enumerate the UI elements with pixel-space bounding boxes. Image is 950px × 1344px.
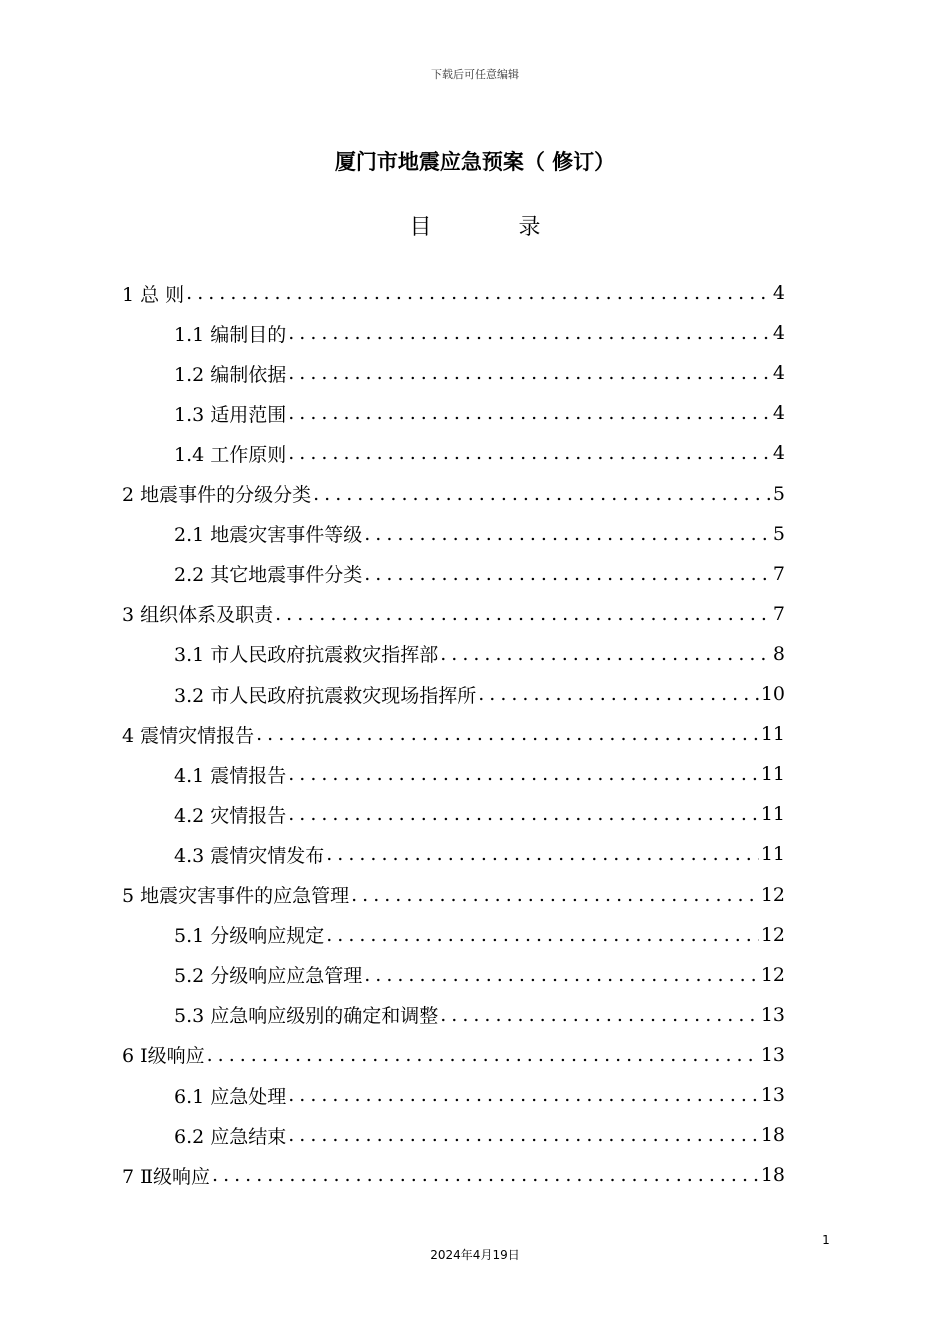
toc-entry-label: 3.2 市人民政府抗震救灾现场指挥所 — [174, 684, 477, 707]
toc-entry-label: 4.1 震情报告 — [174, 764, 287, 787]
toc-leader-dots — [288, 1124, 759, 1146]
toc-entry[interactable] — [174, 514, 785, 554]
toc-entry-page: 12 — [760, 963, 785, 986]
toc-entry-label: 1.3 适用范围 — [174, 403, 287, 426]
toc-leader-dots — [256, 723, 759, 745]
toc-entry-page: 13 — [760, 1003, 785, 1026]
toc-entry-label: 2 地震事件的分级分类 — [122, 484, 312, 506]
toc-entry-label: 1.4 工作原则 — [174, 443, 287, 466]
toc-entry[interactable] — [174, 754, 785, 794]
toc-leader-dots — [326, 924, 759, 946]
toc-entry-page: 4 — [772, 442, 785, 465]
toc-entry[interactable] — [122, 273, 785, 313]
footer-date: 2024年4月19日 — [430, 1248, 520, 1262]
toc-entry[interactable] — [174, 955, 785, 995]
toc-entry-label: 5.2 分级响应应急管理 — [174, 965, 363, 988]
toc-leader-dots — [364, 964, 759, 986]
toc-leader-dots — [288, 322, 771, 344]
toc-leader-dots — [207, 1044, 759, 1066]
toc-leader-dots — [186, 282, 771, 304]
toc-entry[interactable] — [174, 1115, 785, 1155]
toc-entry-label: 7 Ⅱ级响应 — [122, 1165, 211, 1188]
toc-entry[interactable] — [174, 1075, 785, 1115]
toc-entry[interactable] — [122, 1035, 785, 1075]
toc-heading: 目 录 — [409, 215, 581, 240]
toc-entry[interactable] — [122, 594, 785, 634]
toc-entry[interactable] — [174, 995, 785, 1035]
toc-leader-dots — [313, 483, 771, 505]
toc-entry[interactable] — [122, 714, 785, 754]
toc-entry-label: 6.2 应急结束 — [174, 1125, 287, 1148]
toc-leader-dots — [478, 683, 759, 705]
toc-entry[interactable] — [174, 554, 785, 594]
toc-entry[interactable] — [174, 834, 785, 874]
toc-leader-dots — [275, 603, 771, 625]
toc-leader-dots — [364, 563, 771, 585]
toc-entry-label: 1 总 则 — [122, 283, 185, 306]
toc-leader-dots — [351, 884, 759, 906]
toc-leader-dots — [288, 442, 771, 464]
toc-entry-page: 18 — [760, 1164, 785, 1187]
toc-entry-label: 2.2 其它地震事件分类 — [174, 564, 363, 587]
toc-entry[interactable] — [174, 794, 785, 834]
toc-entry-label: 3 组织体系及职责 — [122, 604, 274, 627]
toc-entry-page: 13 — [760, 1084, 785, 1106]
toc-leader-dots — [326, 843, 759, 865]
toc-leader-dots — [364, 523, 771, 545]
toc-entry-page: 11 — [760, 843, 785, 866]
toc-leader-dots — [212, 1164, 759, 1186]
toc-leader-dots — [288, 1084, 759, 1106]
toc-entry-page: 7 — [772, 602, 785, 625]
toc-entry-page: 4 — [772, 282, 785, 304]
toc-entry-page: 5 — [772, 482, 785, 505]
header-note: 下载后可任意编辑 — [431, 68, 519, 81]
toc-entry[interactable] — [174, 353, 785, 393]
toc-entry-label: 6 Ⅰ级响应 — [122, 1045, 205, 1068]
toc-leader-dots — [440, 643, 771, 665]
toc-entry-label: 4.3 震情灾情发布 — [174, 844, 325, 867]
toc-entry-label: 4 震情灾情报告 — [122, 724, 255, 747]
toc-entry[interactable] — [174, 393, 785, 433]
toc-entry-page: 13 — [760, 1043, 785, 1066]
toc-entry-page: 12 — [760, 923, 785, 946]
toc-entry-label: 5.3 应急响应级别的确定和调整 — [174, 1005, 439, 1028]
document-title: 厦门市地震应急预案（ 修订） — [334, 150, 616, 174]
toc-entry-label: 2.1 地震灾害事件等级 — [174, 524, 363, 547]
page-number: 1 — [822, 1233, 830, 1247]
toc-entry[interactable] — [122, 474, 785, 514]
toc-entry-label: 5.1 分级响应规定 — [174, 925, 325, 948]
toc-entry[interactable] — [174, 634, 785, 674]
toc-entry-page: 11 — [760, 763, 785, 786]
toc-entry[interactable] — [174, 313, 785, 353]
toc-entry[interactable] — [174, 433, 785, 473]
toc-entry[interactable] — [174, 915, 785, 955]
toc-entry-page: 8 — [772, 642, 785, 665]
toc-entry-label: 3.1 市人民政府抗震救灾指挥部 — [174, 644, 439, 667]
toc-entry-page: 10 — [760, 683, 785, 705]
toc-leader-dots — [288, 763, 759, 785]
toc-entry-page: 18 — [760, 1124, 785, 1147]
toc-leader-dots — [288, 402, 771, 424]
toc-entry-page: 5 — [772, 522, 785, 545]
toc-entry-page: 11 — [760, 723, 785, 746]
toc-entry-page: 7 — [772, 562, 785, 585]
toc-entry-label: 4.2 灾情报告 — [174, 804, 287, 827]
toc-leader-dots — [288, 362, 771, 384]
toc-entry-page: 4 — [772, 362, 785, 385]
toc-entry-page: 12 — [760, 883, 785, 906]
toc-entry-page: 4 — [772, 322, 785, 345]
toc-entry-page: 11 — [760, 803, 785, 826]
toc-entry-label: 1.2 编制依据 — [174, 363, 287, 386]
toc-entry-label: 1.1 编制目的 — [174, 323, 287, 346]
toc-entry-page: 4 — [772, 402, 785, 425]
toc-entry-label: 6.1 应急处理 — [174, 1085, 287, 1108]
toc-entry[interactable] — [122, 1155, 785, 1195]
toc-leader-dots — [288, 803, 759, 825]
toc-entry[interactable] — [174, 674, 785, 714]
toc-entry[interactable] — [122, 875, 785, 915]
toc-entry-label: 5 地震灾害事件的应急管理 — [122, 885, 350, 907]
toc-leader-dots — [440, 1004, 759, 1026]
